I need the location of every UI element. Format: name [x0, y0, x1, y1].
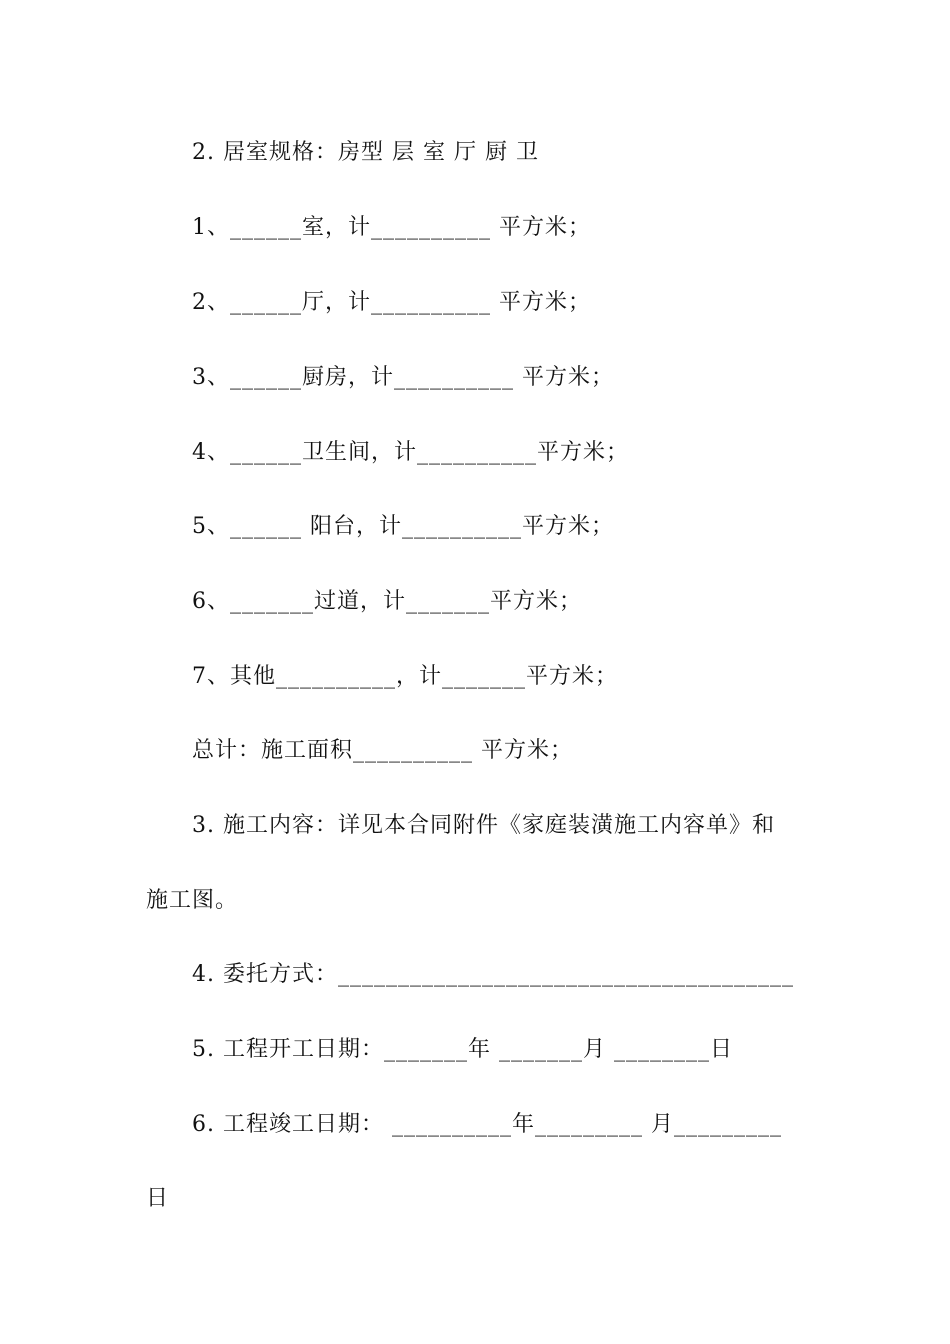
other-area-line: 7、其他__________，计_______平方米；	[192, 664, 618, 689]
start-date-line: 5. 工程开工日期：_______年 _______月 ________日	[192, 1037, 733, 1062]
construction-content-continuation: 施工图。	[146, 888, 239, 913]
balcony-count-line: 5、______ 阳台，计__________平方米；	[192, 514, 614, 539]
total-area-line: 总计：施工面积__________ 平方米；	[192, 738, 573, 763]
construction-content-line: 3. 施工内容：详见本合同附件《家庭装潢施工内容单》和	[192, 813, 775, 838]
room-count-line: 1、______室，计__________ 平方米；	[192, 215, 591, 240]
bathroom-count-line: 4、______卫生间，计__________平方米；	[192, 440, 629, 465]
completion-date-continuation: 日	[146, 1186, 170, 1211]
kitchen-count-line: 3、______厨房，计__________ 平方米；	[192, 365, 614, 390]
room-spec-heading: 2. 居室规格：房型 层 室 厅 厨 卫	[192, 140, 539, 165]
hall-count-line: 2、______厅，计__________ 平方米；	[192, 290, 591, 315]
corridor-count-line: 6、_______过道，计_______平方米；	[192, 589, 582, 614]
completion-date-line: 6. 工程竣工日期： __________年_________ 月_________	[192, 1112, 782, 1137]
commission-method-line: 4. 委托方式：______________________________________	[192, 962, 794, 987]
